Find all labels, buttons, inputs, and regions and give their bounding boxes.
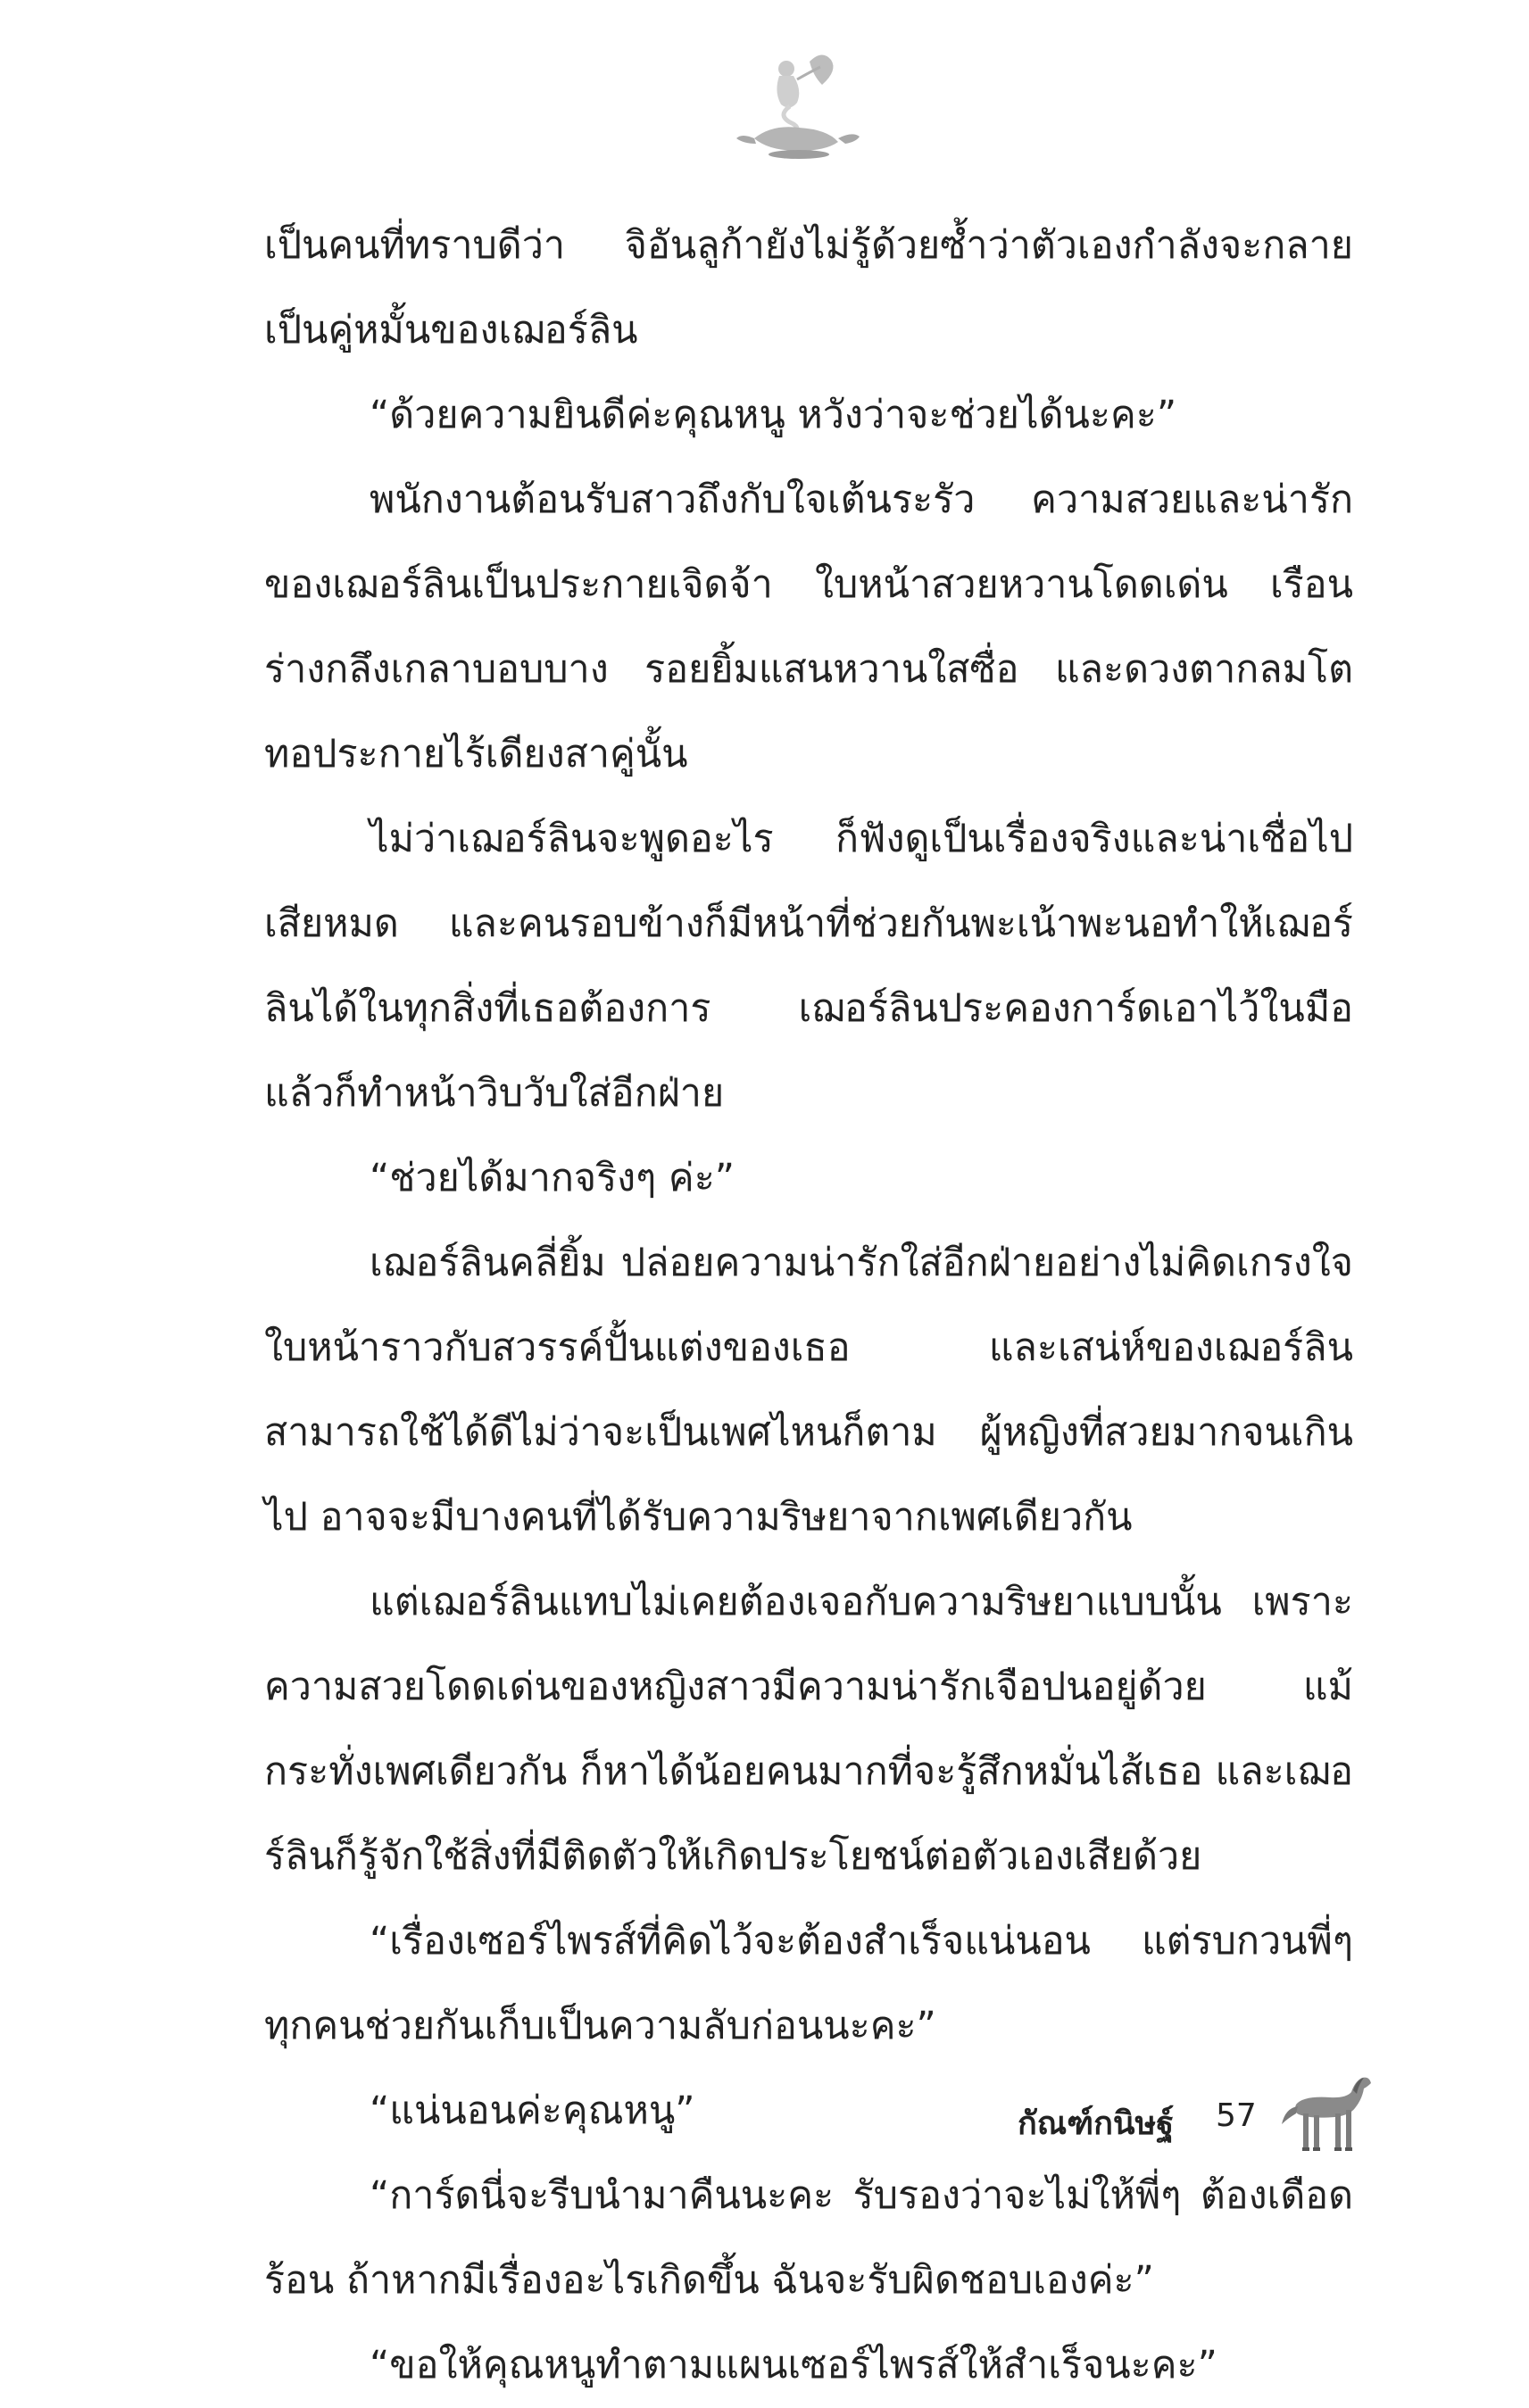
paragraph: “เรื่องเซอร์ไพรส์ที่คิดไว้จะต้องสำเร็จแน่นอน แต่รบกวนพี่ๆ ทุกคนช่วยกันเก็บเป็นความลับก่อนนะคะ” bbox=[264, 1919, 1353, 2048]
paragraph: “ช่วยได้มากจริงๆ ค่ะ” bbox=[370, 1156, 735, 1200]
page-number: 57 bbox=[1216, 2097, 1257, 2134]
paragraph: พนักงานต้อนรับสาวถึงกับใจเต้นระรัว ความสวยและน่ารักของเฌอร์ลินเป็นประกายเจิดจ้า ใบหน้าสวยหวานโดดเด่น เรือนร่างกลึงเกลาบอบบาง รอยยิ้มแสนหวานใสซื่อ และดวงตากลมโตทอประกายไร้เดียงสาคู่นั้น bbox=[264, 477, 1353, 776]
paragraph: “ด้วยความยินดีค่ะคุณหนู หวังว่าจะช่วยได้นะคะ” bbox=[370, 393, 1177, 437]
page-footer bbox=[1018, 2069, 1392, 2158]
paragraph: “แน่นอนค่ะคุณหนู” bbox=[370, 2088, 695, 2133]
paragraph: เฌอร์ลินคลี่ยิ้ม ปล่อยความน่ารักใส่อีกฝ่ายอย่างไม่คิดเกรงใจใบหน้าราวกับสวรรค์ปั้นแต่งของเธอ และเสน่ห์ของเฌอร์ลิน สามารถใช้ได้ดีไม่ว่าจะเป็นเพศไหนก็ตาม ผู้หญิงที่สวยมากจนเกินไป อาจจะมีบางคนที่ได้รับความริษยาจากเพศเดียวกัน bbox=[264, 1241, 1353, 1540]
genie-lamp-with-cupid-icon bbox=[727, 49, 870, 161]
paragraph: “การ์ดนี่จะรีบนำมาคืนนะคะ รับรองว่าจะไม่ให้พี่ๆ ต้องเดือดร้อน ถ้าหากมีเรื่องอะไรเกิดขึ้น ฉันจะรับผิดชอบเองค่ะ” bbox=[264, 2173, 1353, 2303]
paragraph: แต่เฌอร์ลินแทบไม่เคยต้องเจอกับความริษยาแบบนั้น เพราะความสวยโดดเด่นของหญิงสาวมีความน่ารักเจือปนอยู่ด้วย แม้กระทั่งเพศเดียวกัน ก็หาได้น้อยคนมากที่จะรู้สึกหมั่นไส้เธอ และเฌอร์ลินก็รู้จักใช้สิ่งที่มีติดตัวให้เกิดประโยชน์ต่อตัวเองเสียด้วย bbox=[264, 1580, 1353, 1879]
book-title: กัณฑ์กนิษฐ์ bbox=[1018, 2105, 1175, 2142]
horse-icon bbox=[1276, 2069, 1375, 2158]
paragraph: “ขอให้คุณหนูทำตามแผนเซอร์ไพรส์ให้สำเร็จนะคะ” bbox=[370, 2343, 1217, 2387]
paragraph: ไม่ว่าเฌอร์ลินจะพูดอะไร ก็ฟังดูเป็นเรื่องจริงและน่าเชื่อไปเสียหมด และคนรอบข้างก็มีหน้าที่ช่วยกันพะเน้าพะนอทำให้เฌอร์ลินได้ในทุกสิ่งที่เธอต้องการ เฌอร์ลินประคองการ์ดเอาไว้ในมือ แล้วก็ทำหน้าวิบวับใส่อีกฝ่าย bbox=[264, 817, 1353, 1116]
paragraph: เป็นคนที่ทราบดีว่า จิอันลูก้ายังไม่รู้ด้วยซ้ำว่าตัวเองกำลังจะกลายเป็นคู่หมั้นของเฌอร์ลิน bbox=[264, 223, 1353, 353]
